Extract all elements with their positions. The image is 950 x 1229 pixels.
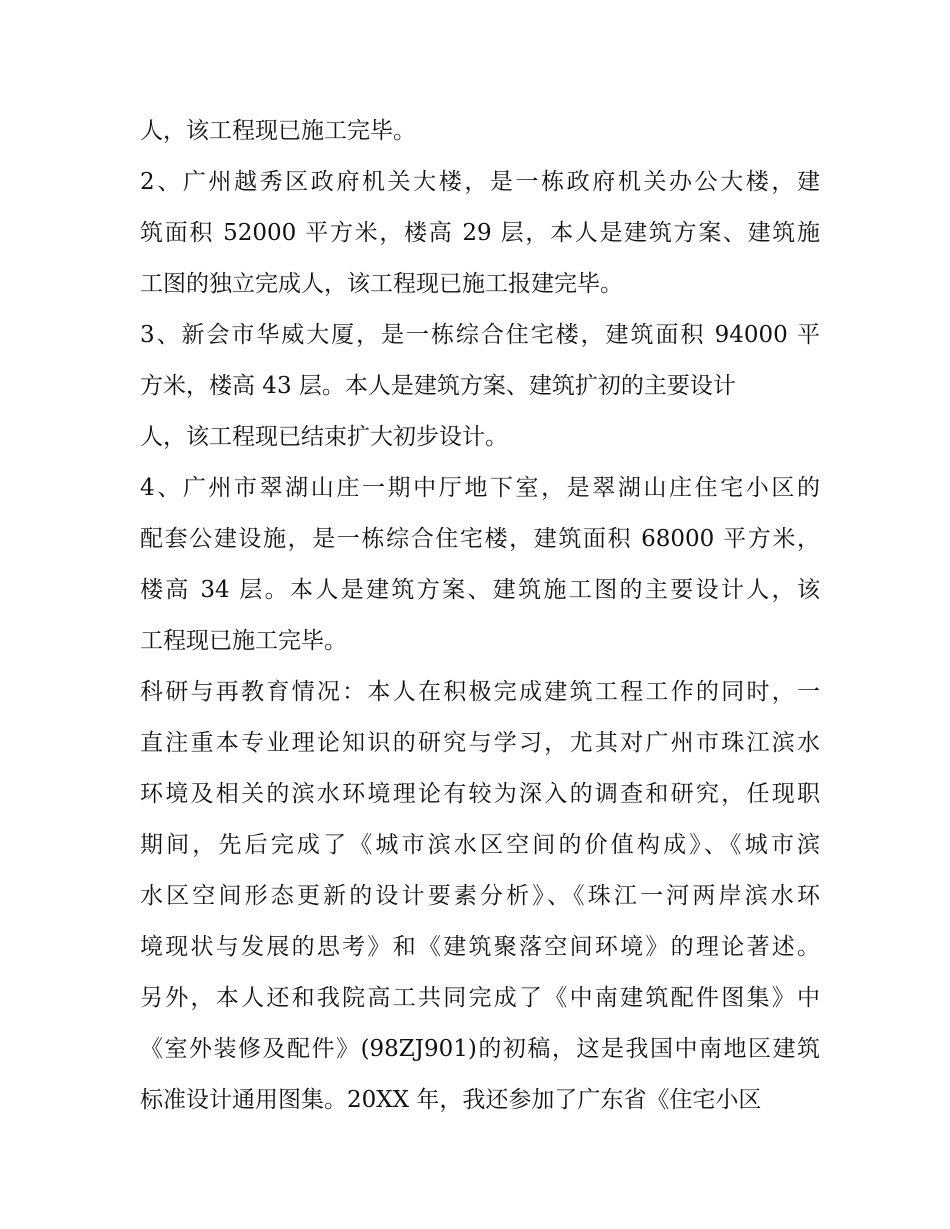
- text-line: 环境及相关的滨水环境理论有较为深入的调查和研究，任现职: [140, 781, 820, 807]
- text-line: 期间，先后完成了《城市滨水区空间的价值构成》、《城市滨: [140, 832, 820, 858]
- text-line: 标准设计通用图集。20XX 年，我还参加了广东省《住宅小区: [140, 1087, 762, 1113]
- text-line: 水区空间形态更新的设计要素分析》、《珠江一河两岸滨水环: [140, 883, 820, 909]
- text-line: 另外，本人还和我院高工共同完成了《中南建筑配件图集》中: [140, 985, 820, 1011]
- text-line: 科研与再教育情况：本人在积极完成建筑工程工作的同时，一: [140, 679, 820, 705]
- text-line: 楼高 34 层。本人是建筑方案、建筑施工图的主要设计人，该: [140, 577, 820, 603]
- text-line: 配套公建设施，是一栋综合住宅楼，建筑面积 68000 平方米，: [140, 526, 820, 552]
- text-line: 4、广州市翠湖山庄一期中厅地下室，是翠湖山庄住宅小区的: [140, 475, 820, 501]
- text-line: 境现状与发展的思考》和《建筑聚落空间环境》的理论著述。: [140, 934, 820, 960]
- text-line: 工程现已施工完毕。: [140, 628, 347, 654]
- text-line: 直注重本专业理论知识的研究与学习，尤其对广州市珠江滨水: [140, 730, 820, 756]
- text-line: 方米，楼高 43 层。本人是建筑方案、建筑扩初的主要设计: [140, 373, 736, 399]
- body-text: [140, 106, 820, 1126]
- text-line: 人，该工程现已施工完毕。: [140, 118, 416, 144]
- text-line: 筑面积 52000 平方米，楼高 29 层，本人是建筑方案、建筑施: [140, 220, 820, 246]
- text-line: 工图的独立完成人，该工程现已施工报建完毕。: [140, 271, 623, 297]
- text-line: 3、新会市华威大厦，是一栋综合住宅楼，建筑面积 94000 平: [140, 322, 820, 348]
- text-line: 2、广州越秀区政府机关大楼，是一栋政府机关办公大楼，建: [140, 169, 820, 195]
- text-line: 《室外装修及配件》(98ZJ901)的初稿，这是我国中南地区建筑: [140, 1036, 820, 1062]
- text-line: 人，该工程现已结束扩大初步设计。: [140, 424, 508, 450]
